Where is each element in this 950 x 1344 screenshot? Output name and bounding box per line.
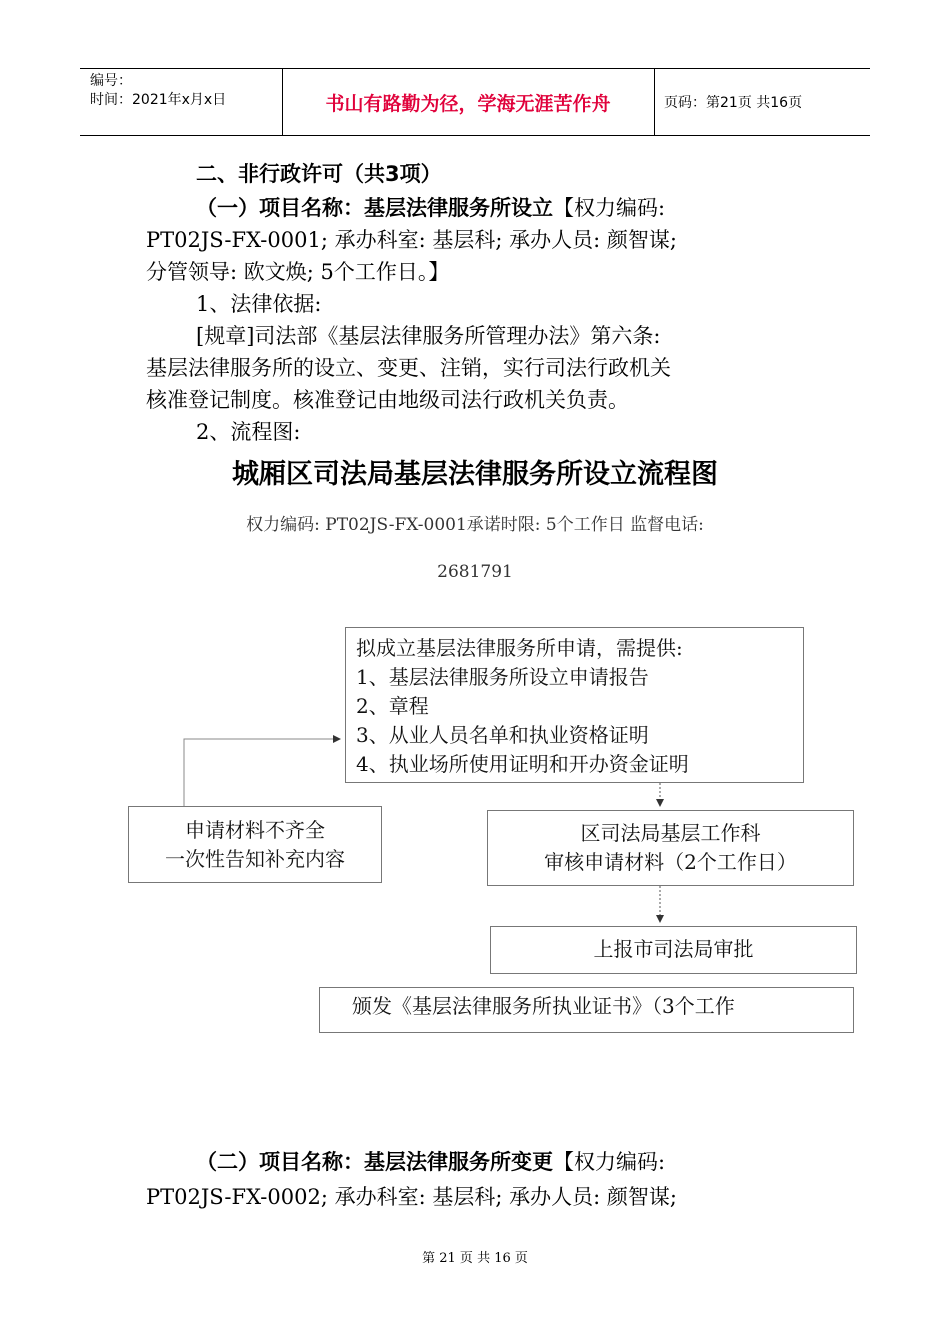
item1-basis-line2: 基层法律服务所的设立、变更、注销，实行司法行政机关 bbox=[146, 356, 671, 380]
item1-meta-line2: PT02JS-FX-0001; 承办科室: 基层科; 承办人员: 颜智谋; bbox=[146, 228, 677, 252]
flow-issue-box bbox=[319, 987, 854, 1033]
section-title: 二、非行政许可（共3项） bbox=[196, 162, 442, 186]
header-motto: 书山有路勤为径，学海无涯苦作舟 bbox=[325, 92, 611, 115]
issue-box-text: 颁发《基层法律服务所执业证书》（3个工作 bbox=[352, 994, 735, 1018]
item2-heading-line bbox=[196, 1146, 665, 1178]
review-box-line-1: 审核申请材料（2个工作日） bbox=[544, 850, 797, 874]
page-footer: 第 21 页 共 16 页 bbox=[422, 1251, 528, 1266]
header-page-label: 页码：第21页 共16页 bbox=[664, 95, 803, 111]
item1-heading: （一）项目名称：基层法律服务所设立 bbox=[196, 195, 553, 220]
header-number-label: 编号： bbox=[90, 73, 132, 89]
item1-meta-line3: 分管领导: 欧文焕; 5个工作日。】 bbox=[146, 260, 450, 284]
incomplete-box-line-0: 申请材料不齐全 bbox=[185, 818, 325, 842]
feedback-arrow bbox=[184, 739, 340, 806]
item2-meta-part1: 【权力编码: bbox=[553, 1150, 666, 1174]
apply-box-line-3: 3、从业人员名单和执业资格证明 bbox=[356, 723, 649, 747]
flowchart-meta-line1: 权力编码: PT02JS-FX-0001承诺时限: 5个工作日 监督电话: bbox=[246, 515, 704, 535]
flow-report-box bbox=[490, 926, 857, 974]
item1-basis-label: 1、法律依据: bbox=[196, 292, 322, 316]
apply-box-line-4: 4、执业场所使用证明和开办资金证明 bbox=[356, 752, 689, 776]
apply-box-line-2: 2、章程 bbox=[356, 694, 429, 718]
item1-basis-line3: 核准登记制度。核准登记由地级司法行政机关负责。 bbox=[146, 388, 629, 412]
flowchart-title: 城厢区司法局基层法律服务所设立流程图 bbox=[232, 459, 718, 490]
report-box-text: 上报市司法局审批 bbox=[593, 937, 754, 961]
header-time-label: 时间：2021年x月x日 bbox=[90, 92, 227, 108]
apply-box-line-1: 1、基层法律服务所设立申请报告 bbox=[356, 665, 649, 689]
item2-heading: （二）项目名称：基层法律服务所变更 bbox=[196, 1149, 553, 1174]
item1-meta-part1: 【权力编码: bbox=[553, 196, 666, 220]
review-box-line-0: 区司法局基层工作科 bbox=[580, 821, 761, 845]
incomplete-box-line-1: 一次性告知补充内容 bbox=[165, 847, 345, 871]
item2-meta-line2: PT02JS-FX-0002; 承办科室: 基层科; 承办人员: 颜智谋; bbox=[146, 1185, 677, 1209]
apply-box-line-0: 拟成立基层法律服务所申请，需提供: bbox=[356, 636, 683, 660]
flow-review-box bbox=[487, 810, 854, 886]
item1-basis-line1: [规章]司法部《基层法律服务所管理办法》第六条: bbox=[196, 324, 661, 348]
flow-incomplete-box bbox=[128, 806, 382, 883]
flow-apply-box bbox=[345, 627, 804, 783]
flowchart-meta-line2: 2681791 bbox=[437, 562, 513, 582]
item1-flow-label: 2、流程图: bbox=[196, 420, 301, 444]
